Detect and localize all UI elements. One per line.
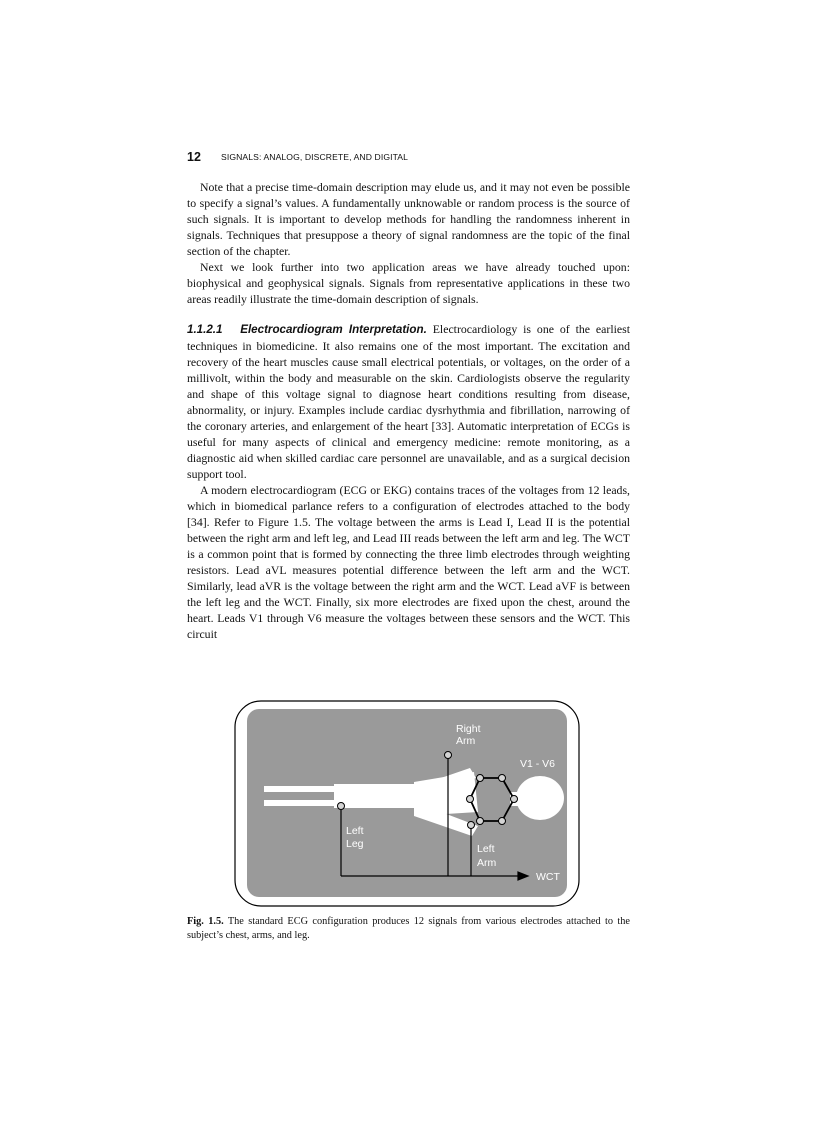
label-left-arm-2: Arm	[477, 857, 497, 869]
caption-text: The standard ECG configuration produces 12 signals from various electrodes attached to the subject’s chest, arms, and leg.	[187, 916, 630, 941]
running-title: SIGNALS: ANALOG, DISCRETE, AND DIGITAL	[221, 152, 409, 162]
right-foot	[264, 800, 336, 806]
page-number: 12	[187, 150, 201, 164]
section-gap	[187, 307, 630, 321]
ecg-diagram	[234, 700, 580, 908]
left-leg-electrode	[338, 803, 345, 810]
chest-electrode-v6	[467, 796, 474, 803]
chest-electrode-v2	[499, 775, 506, 782]
section-text: Electrocardiology is one of the earliest techniques in biomedicine. It also remains one of the most important. The excitation and recovery of the heart muscles cause small electrical potentials, or voltages, on the order of a millivolt, within the body and measurable on the skin. Cardiologists observe the regularity and shape of this voltage signal to diagnose heart conditions resulting from disease, abnormality, or injury. Examples include cardiac dysrhythmia and fibrillation, narrowing of the coronary arteries, and enlargement of the heart [33]. Automatic interpretation of ECGs is useful for many aspects of clinical and emergency medicine: remote monitoring, as a diagnostic aid when skilled cardiac care personnel are unavailable, and as a surgical decision support tool.	[187, 322, 630, 481]
label-arm-upper: Arm	[456, 735, 476, 747]
chest-electrode-v4	[499, 818, 506, 825]
label-left-leg-1: Left	[346, 825, 364, 837]
left-foot	[264, 786, 336, 792]
paragraph: Next we look further into two application areas we have already touched upon: biophysical and geophysical signals. Signals from representative applications in these two areas readily illustrate the time-domain description of signals.	[187, 260, 630, 306]
chest-electrode-v3	[511, 796, 518, 803]
section-title: Electrocardiogram Interpretation.	[240, 323, 427, 336]
label-chest-leads: V1 - V6	[520, 758, 556, 770]
left-arm-electrode	[468, 822, 475, 829]
figure-caption	[187, 915, 630, 943]
paragraph: Note that a precise time-domain description may elude us, and it may not even be possible to specify a signal’s values. A fundamentally unknowable or random process is the source of such signals. It is important to develop methods for handling the randomness inherent in signals. Techniques that presuppose a theory of signal randomness are the topic of the final section of the chapter.	[187, 180, 630, 258]
label-wct: WCT	[536, 871, 560, 883]
ecg-figure	[234, 700, 580, 908]
label-left-leg-2: Leg	[346, 838, 364, 850]
chest-electrode-v1	[477, 775, 484, 782]
paragraph: A modern electrocardiogram (ECG or EKG) contains traces of the voltages from 12 leads, which in biomedical parlance refers to a configuration of electrodes attached to the body [34]. Refer to Figure 1.5. The voltage between the arms is Lead I, Lead II is the potential between the right arm and left leg, and Lead III reads between the left arm and leg. The WCT is a common point that is formed by connecting the three limb electrodes through weighting resistors. Lead aVL measures potential difference between the left arm and the WCT. Similarly, lead aVR is the voltage between the right arm and the WCT. Lead aVF is between the left leg and the WCT. Finally, six more electrodes are fixed upon the chest, around the heart. Leads V1 through V6 measure the voltages between these sensors and the WCT. This circuit	[187, 483, 630, 641]
section-number: 1.1.2.1	[187, 323, 223, 336]
running-header	[187, 150, 647, 166]
label-left-arm-1: Left	[477, 843, 495, 855]
right-arm-electrode	[445, 752, 452, 759]
body-text	[187, 179, 630, 642]
caption-label: Fig. 1.5.	[187, 916, 224, 927]
chest-electrode-v5	[477, 818, 484, 825]
section-paragraph	[187, 321, 630, 482]
label-right: Right	[456, 723, 481, 735]
